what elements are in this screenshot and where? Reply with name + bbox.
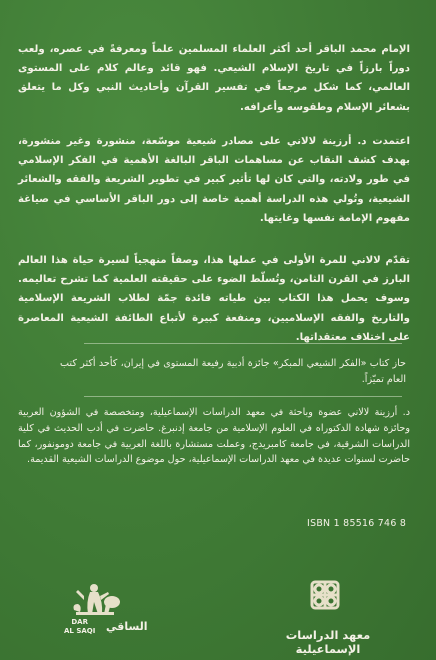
dar-al-saqi-latin-text: DAR AL SAQI [64,618,96,635]
award-note: حاز كتاب «الفكر الشيعي المبكر» جائزة أدبية رفيعة المستوى في إيران، كأحد أكثر كتب العام تميّزاً. [60,358,406,385]
description-paragraph-1: الإمام محمد الباقر أحد أكثر العلماء المسلمين علماً ومعرفةً في عصره، ولعب دوراً بارزاً في تاريخ الإسلام الشيعي. فهو قائد وعالم كلام على المستوى العالمي، كما شكل مرجعاً في تفسير القرآن وأحاديث النبي وكل ما يتعلق بشعائر الإسلام وطقوسه وأعرافه. [18,44,410,113]
divider [84,343,402,344]
description-paragraph-3: تقدّم لالاني للمرة الأولى في عملها هذا، وصفاً منهجياً لسيرة حياة هذا العالم البارز في القرن الثامن، وتُسلّط الضوء على حقيقته العلمية كما تشرح تعاليمه. وسوف يحمل هذا الكتاب بين طياته فائدة جمّة لطلاب الشريعة الإسلامية والتاريخ والفقه الإسلاميين، ومنفعة كبيرة لأتباع الطائفة الشيعية المعاصرة على اختلاف معتقداتها. [18,255,410,343]
isbn-number: ISBN 1 85516 746 8 [307,518,407,529]
description-paragraph-2: اعتمدت د. أرزينة لالاني على مصادر شيعية موسّعة، منشورة وغير منشورة، بهدف كشف النقاب عن مساهمات الباقر البالغة الأهمية في الفكر الإسلامي في طور ولادته، والتي كان لها تأثير كبير في تطوير الشريعة والفقه والشعائر الشيعية، وتُولي هذه الدراسة أهمية خاصة إلى دور الباقر الأساسي في صياغة مفهوم الإمامة نفسها وغايتها. [18,136,410,224]
ismaili-institute-name: معهد الدراسات الإسماعيلية [285,628,371,656]
divider [84,396,402,397]
author-bio: د. أرزينة لالاني عضوة وباحثة في معهد الدراسات الإسماعيلية، ومتخصصة في الشؤون العربية وحائزة شهادة الدكتوراه في العلوم الإسلامية من جامعة إدنبرغ. حاضرت في أدب الحديث في كلية الدراسات الشرقية، في جامعة كامبريدج، وعملت مستشارة باللغة العربية في جامعة دومونفور، كما حاضرت لسنوات عديدة في معهد الدراسات الإسماعيلية، حول موضوع الدراسات الشيعية القديمة. [18,407,410,466]
dar-al-saqi-arabic: الساقي [106,620,148,633]
dar-al-saqi-latin [64,618,95,636]
